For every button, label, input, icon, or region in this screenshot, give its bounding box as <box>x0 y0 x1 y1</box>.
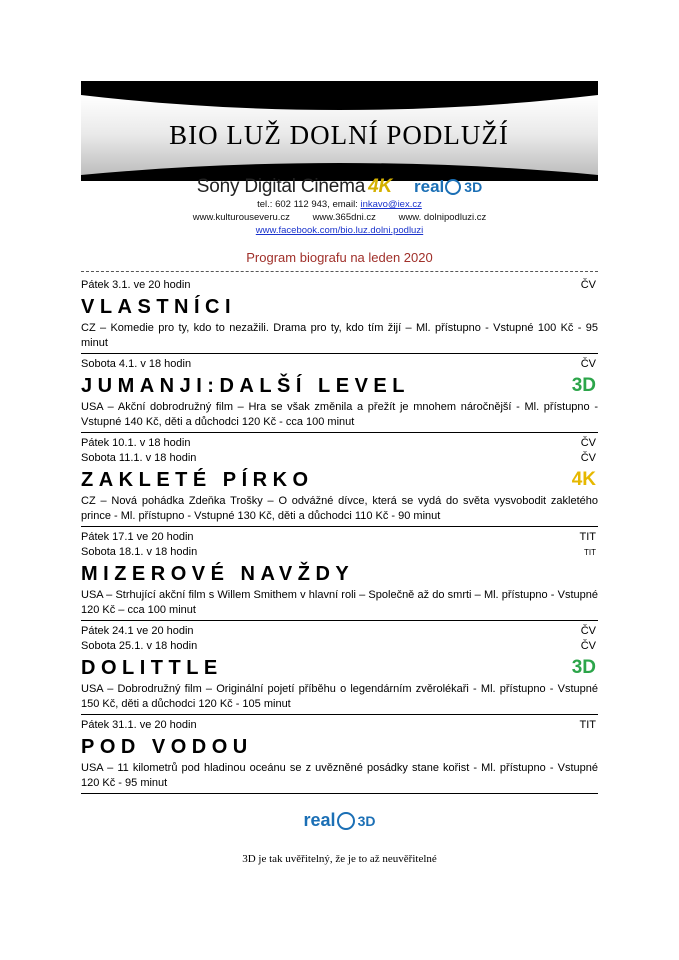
language-code: TIT <box>584 548 596 557</box>
film-entry <box>81 624 598 715</box>
film-title: VLASTNÍCI <box>81 295 237 318</box>
footer-reald-logo <box>0 810 679 831</box>
brand-logos <box>0 176 679 198</box>
sony-4k-label: 4K <box>368 176 393 197</box>
film-title-row <box>81 466 598 494</box>
screening-row <box>81 436 598 451</box>
screening-time: Pátek 10.1. v 18 hodin <box>81 437 191 449</box>
screening-time: Pátek 24.1 ve 20 hodin <box>81 625 194 637</box>
language-code: ČV <box>580 452 596 464</box>
dashed-divider <box>81 271 598 272</box>
film-description: CZ – Komedie pro ty, kdo to nezažili. Drama pro ty, kdo tím žijí – Ml. přístupno - Vstupné 100 Kč - 95 minut <box>81 322 598 349</box>
banner-title: BIO LUŽ DOLNÍ PODLUŽÍ <box>169 120 509 150</box>
footer-tagline: 3D je tak uvěřitelný, že je to až neuvěřitelné <box>242 853 437 865</box>
facebook-line <box>0 225 679 237</box>
program-title: Program biografu na leden 2020 <box>246 250 433 265</box>
screening-time: Pátek 3.1. ve 20 hodin <box>81 279 191 291</box>
sony-label: Sony Digital Cinema <box>196 176 366 197</box>
sony-digital-cinema-logo <box>197 176 392 198</box>
film-description: USA – Strhující akční film s Willem Smithem v hlavní roli – Společně až do smrti – Ml. přístupno - Vstupné 120 Kč – cca 100 minut <box>81 589 598 616</box>
reald-3d-logo <box>414 177 482 197</box>
film-description: USA – Akční dobrodružný film – Hra se však změnila a přežít je mnohem náročnější - Ml. přístupno - Vstupné 140 Kč, děti a důchodci 120 Kč - cca 100 minut <box>81 401 598 428</box>
phone-text: tel.: 602 112 943, email: <box>257 199 361 210</box>
format-badge-3d: 3D <box>571 375 596 396</box>
film-title-row <box>81 733 598 761</box>
website-2: www.365dni.cz <box>312 212 376 223</box>
screening-row <box>81 451 598 466</box>
language-code: ČV <box>580 279 596 291</box>
language-code: ČV <box>580 625 596 637</box>
email-link[interactable]: inkavo@iex.cz <box>360 199 422 210</box>
film-entry <box>81 718 598 794</box>
website-3: www. dolnipodluzi.cz <box>398 212 487 223</box>
language-code: TIT <box>579 531 596 543</box>
reald-d-icon <box>445 179 461 195</box>
footer-3d-label: 3D <box>357 812 376 829</box>
format-badge-3d: 3D <box>571 657 596 678</box>
screening-row <box>81 624 598 639</box>
screening-row <box>81 718 598 733</box>
film-entry <box>81 436 598 527</box>
screening-row <box>81 545 598 560</box>
screening-time: Sobota 11.1. v 18 hodin <box>81 452 197 464</box>
film-title-row <box>81 293 598 321</box>
screening-row <box>81 530 598 545</box>
cinema-banner <box>81 81 598 181</box>
screening-time: Sobota 18.1. v 18 hodin <box>81 546 198 558</box>
screening-row <box>81 357 598 372</box>
language-code: ČV <box>580 358 596 370</box>
language-code: ČV <box>580 640 596 652</box>
film-entry <box>81 357 598 433</box>
screening-time: Sobota 4.1. v 18 hodin <box>81 358 192 370</box>
language-code: TIT <box>579 719 596 731</box>
film-description: USA – Dobrodružný film – Originální pojetí příběhu o legendárním zvěrolékaři - Ml. přístupno - Vstupné 150 Kč, děti a důchodci 120 Kč - 105 minut <box>81 683 598 710</box>
screening-time: Pátek 31.1. ve 20 hodin <box>81 719 197 731</box>
format-badge-4k: 4K <box>571 469 596 490</box>
film-entry <box>81 530 598 621</box>
film-listing <box>81 278 598 797</box>
reald-d-icon <box>337 812 355 830</box>
film-title: DOLITTLE <box>81 656 223 679</box>
screening-row <box>81 278 598 293</box>
film-title: MIZEROVÉ NAVŽDY <box>81 562 355 585</box>
screening-row <box>81 639 598 654</box>
film-description: CZ – Nová pohádka Zdeňka Trošky – O odvážné dívce, která se vydá do světa vysvobodit zakletého prince - Ml. přístupno - Vstupné 130 Kč, děti a důchodci 110 Kč - 90 minut <box>81 495 598 522</box>
reald-3d-label: 3D <box>464 179 483 195</box>
contact-line <box>0 199 679 211</box>
film-entry <box>81 278 598 354</box>
film-title: POD VODOU <box>81 735 253 758</box>
film-title: JUMANJI:DALŠÍ LEVEL <box>81 374 410 397</box>
film-title-row <box>81 560 598 588</box>
language-code: ČV <box>580 437 596 449</box>
footer-real-label: real <box>303 810 336 830</box>
film-title-row <box>81 372 598 400</box>
websites-line <box>0 212 679 224</box>
screening-time: Sobota 25.1. v 18 hodin <box>81 640 198 652</box>
film-title: ZAKLETÉ PÍRKO <box>81 468 314 491</box>
screening-time: Pátek 17.1 ve 20 hodin <box>81 531 194 543</box>
reald-real-label: real <box>414 177 445 196</box>
website-1: www.kulturouseveru.cz <box>192 212 290 223</box>
film-description: USA – 11 kilometrů pod hladinou oceánu se z uvězněné posádky stane kořist - Ml. přístupno - Vstupné 120 Kč - 95 minut <box>81 762 598 789</box>
film-title-row <box>81 654 598 682</box>
facebook-link[interactable]: www.facebook.com/bio.luz.dolni.podluzi <box>255 225 424 236</box>
